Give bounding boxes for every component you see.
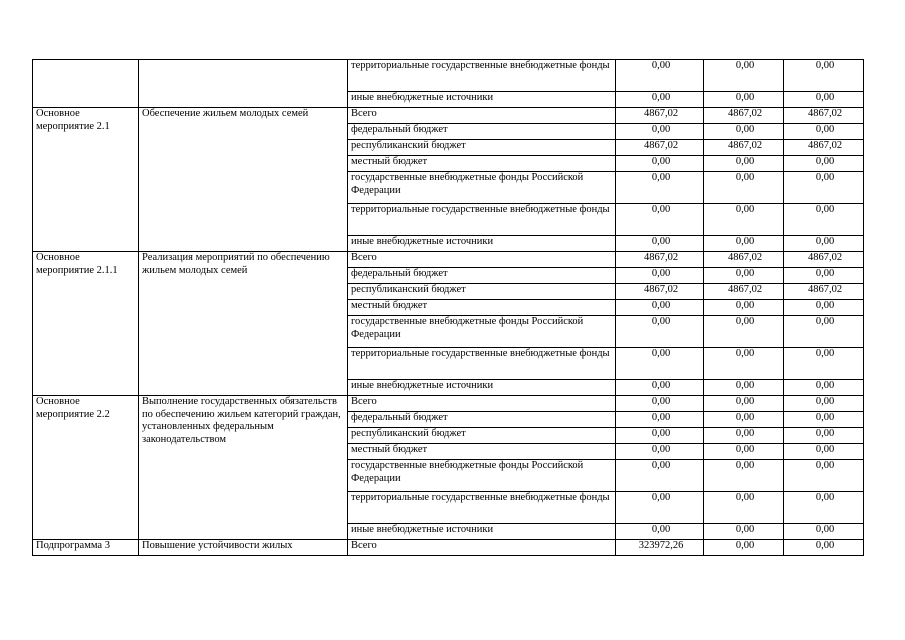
- value-cell: 0,00: [616, 492, 704, 524]
- source-cell: местный бюджет: [348, 300, 616, 316]
- value-cell: 0,00: [704, 156, 784, 172]
- value-cell: 0,00: [784, 316, 864, 348]
- value-cell: 0,00: [704, 268, 784, 284]
- value-cell: 0,00: [616, 396, 704, 412]
- source-cell: иные внебюджетные источники: [348, 236, 616, 252]
- source-cell: федеральный бюджет: [348, 268, 616, 284]
- source-cell: территориальные государственные внебюджетные фонды: [348, 60, 616, 92]
- value-cell: 0,00: [784, 540, 864, 556]
- name-cell: Обеспечение жильем молодых семей: [139, 108, 348, 252]
- value-cell: 0,00: [704, 460, 784, 492]
- value-cell: 0,00: [704, 348, 784, 380]
- value-cell: 0,00: [784, 412, 864, 428]
- value-cell: 0,00: [784, 92, 864, 108]
- code-cell: [33, 60, 139, 108]
- value-cell: 0,00: [704, 92, 784, 108]
- value-cell: 0,00: [784, 348, 864, 380]
- name-cell: [139, 60, 348, 108]
- value-cell: 4867,02: [784, 284, 864, 300]
- value-cell: 0,00: [616, 300, 704, 316]
- value-cell: 4867,02: [784, 140, 864, 156]
- value-cell: 0,00: [616, 316, 704, 348]
- value-cell: 0,00: [704, 524, 784, 540]
- value-cell: 0,00: [616, 60, 704, 92]
- value-cell: 0,00: [616, 156, 704, 172]
- value-cell: 0,00: [784, 460, 864, 492]
- value-cell: 4867,02: [616, 140, 704, 156]
- value-cell: 4867,02: [704, 108, 784, 124]
- source-cell: федеральный бюджет: [348, 124, 616, 140]
- source-cell: федеральный бюджет: [348, 412, 616, 428]
- value-cell: 0,00: [704, 236, 784, 252]
- value-cell: 0,00: [616, 348, 704, 380]
- source-cell: государственные внебюджетные фонды Российской Федерации: [348, 172, 616, 204]
- value-cell: 323972,26: [616, 540, 704, 556]
- source-cell: иные внебюджетные источники: [348, 524, 616, 540]
- value-cell: 0,00: [784, 380, 864, 396]
- value-cell: 0,00: [784, 300, 864, 316]
- table-row: [33, 60, 864, 92]
- source-cell: Всего: [348, 396, 616, 412]
- value-cell: 0,00: [784, 444, 864, 460]
- table-row: [33, 396, 864, 412]
- value-cell: 0,00: [704, 444, 784, 460]
- source-cell: Всего: [348, 540, 616, 556]
- value-cell: 0,00: [616, 92, 704, 108]
- value-cell: 4867,02: [704, 140, 784, 156]
- value-cell: 0,00: [704, 204, 784, 236]
- value-cell: 4867,02: [784, 108, 864, 124]
- source-cell: иные внебюджетные источники: [348, 92, 616, 108]
- value-cell: 4867,02: [784, 252, 864, 268]
- value-cell: 0,00: [704, 380, 784, 396]
- value-cell: 0,00: [704, 412, 784, 428]
- source-cell: республиканский бюджет: [348, 284, 616, 300]
- value-cell: 0,00: [616, 524, 704, 540]
- value-cell: 0,00: [784, 124, 864, 140]
- value-cell: 0,00: [704, 300, 784, 316]
- code-cell: Подпрограмма 3: [33, 540, 139, 556]
- value-cell: 4867,02: [616, 108, 704, 124]
- value-cell: 4867,02: [616, 284, 704, 300]
- value-cell: 4867,02: [616, 252, 704, 268]
- value-cell: 0,00: [784, 428, 864, 444]
- value-cell: 0,00: [784, 396, 864, 412]
- source-cell: территориальные государственные внебюджетные фонды: [348, 204, 616, 236]
- name-cell: Выполнение государственных обязательств по обеспечению жильем категорий граждан, установленных федеральным законодательством: [139, 396, 348, 540]
- value-cell: 0,00: [784, 236, 864, 252]
- source-cell: местный бюджет: [348, 444, 616, 460]
- source-cell: республиканский бюджет: [348, 140, 616, 156]
- value-cell: 0,00: [616, 444, 704, 460]
- value-cell: 0,00: [784, 204, 864, 236]
- funding-table: [32, 59, 864, 556]
- source-cell: Всего: [348, 252, 616, 268]
- value-cell: 0,00: [784, 60, 864, 92]
- value-cell: 0,00: [704, 172, 784, 204]
- name-cell: Реализация мероприятий по обеспечению жильем молодых семей: [139, 252, 348, 396]
- source-cell: государственные внебюджетные фонды Российской Федерации: [348, 460, 616, 492]
- value-cell: 0,00: [616, 204, 704, 236]
- value-cell: 4867,02: [704, 252, 784, 268]
- value-cell: 0,00: [616, 380, 704, 396]
- value-cell: 0,00: [616, 428, 704, 444]
- code-cell: Основное мероприятие 2.1: [33, 108, 139, 252]
- source-cell: Всего: [348, 108, 616, 124]
- source-cell: государственные внебюджетные фонды Российской Федерации: [348, 316, 616, 348]
- value-cell: 0,00: [704, 60, 784, 92]
- value-cell: 0,00: [784, 172, 864, 204]
- value-cell: 0,00: [784, 156, 864, 172]
- value-cell: 0,00: [784, 524, 864, 540]
- code-cell: Основное мероприятие 2.2: [33, 396, 139, 540]
- source-cell: территориальные государственные внебюджетные фонды: [348, 348, 616, 380]
- value-cell: 0,00: [704, 428, 784, 444]
- source-cell: территориальные государственные внебюджетные фонды: [348, 492, 616, 524]
- value-cell: 0,00: [704, 540, 784, 556]
- value-cell: 0,00: [616, 172, 704, 204]
- value-cell: 0,00: [616, 460, 704, 492]
- value-cell: 0,00: [784, 268, 864, 284]
- value-cell: 0,00: [784, 492, 864, 524]
- value-cell: 4867,02: [704, 284, 784, 300]
- value-cell: 0,00: [616, 236, 704, 252]
- table-row: [33, 252, 864, 268]
- name-cell: Повышение устойчивости жилых: [139, 540, 348, 556]
- value-cell: 0,00: [616, 268, 704, 284]
- table-row: [33, 540, 864, 556]
- source-cell: иные внебюджетные источники: [348, 380, 616, 396]
- value-cell: 0,00: [704, 124, 784, 140]
- value-cell: 0,00: [616, 124, 704, 140]
- value-cell: 0,00: [616, 412, 704, 428]
- value-cell: 0,00: [704, 396, 784, 412]
- source-cell: местный бюджет: [348, 156, 616, 172]
- source-cell: республиканский бюджет: [348, 428, 616, 444]
- value-cell: 0,00: [704, 492, 784, 524]
- value-cell: 0,00: [704, 316, 784, 348]
- code-cell: Основное мероприятие 2.1.1: [33, 252, 139, 396]
- table-row: [33, 108, 864, 124]
